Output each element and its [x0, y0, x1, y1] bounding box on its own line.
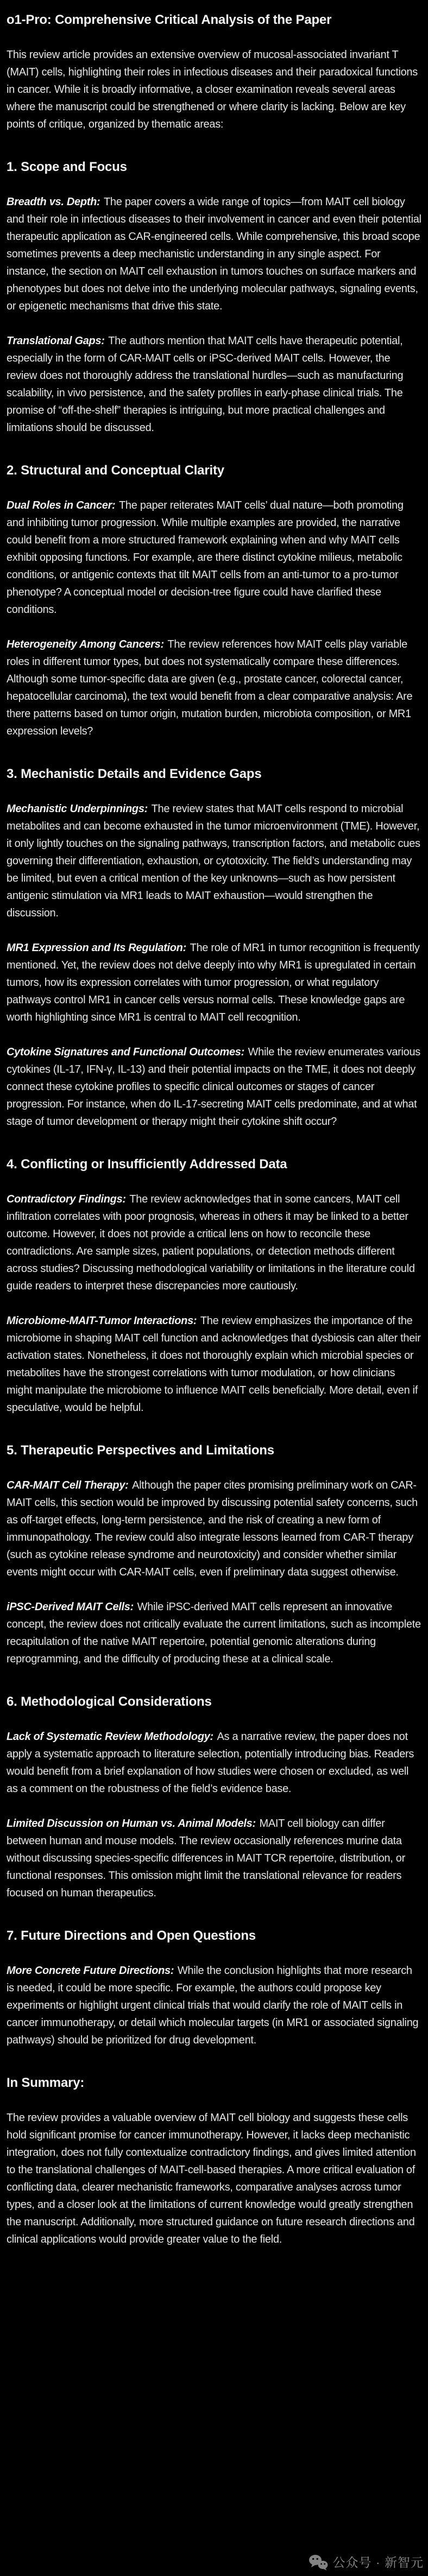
paragraph-translational-gaps — [7, 332, 421, 436]
section-heading-scope-and-focus: 1. Scope and Focus — [7, 160, 127, 174]
paragraph-text: MAIT cell biology can differ between human and mouse models. The review occasionally references murine data without discussing species-specific differences in MAIT TCR repertoire, distribution, or functional responses. This omission might limit the translational relevance for readers focused on human therapeutics. — [7, 1818, 405, 1899]
paragraph-text: As a narrative review, the paper does not apply a systematic approach to literature selection, potentially introducing bias. Readers would benefit from a brief explanation of how studies were chosen or excluded, as well as a comment on the robustness of the field’s evidence base. — [7, 1731, 414, 1795]
paragraph-lead: Contradictory Findings: — [7, 1193, 126, 1205]
paragraph-mr1-expression — [7, 939, 421, 1026]
paragraph-text: The authors mention that MAIT cells have therapeutic potential, especially in the form of CAR-MAIT cells or iPSC-derived MAIT cells. However, the review does not thoroughly address the translational hurdles—such as manufacturing scalability, in vivo persistence, and the safety profiles in early-phase clinical trials. The promise of “off-the-shelf” therapies is intriguing, but more practical challenges and limitations should be discussed. — [7, 335, 404, 434]
paragraph-lead: iPSC-Derived MAIT Cells: — [7, 1601, 134, 1613]
paragraph-lead: Mechanistic Underpinnings: — [7, 803, 148, 815]
paragraph-lead: Cytokine Signatures and Functional Outcomes: — [7, 1046, 244, 1058]
paragraph-text: While iPSC-derived MAIT cells represent an innovative concept, the review does not critically evaluate the current limitations, such as incomplete recapitulation of the native MAIT repertoire, potential genomic alterations during reprogramming, and the difficulty of producing these at a clinical scale. — [7, 1601, 421, 1665]
section-heading-methodological-considerations: 6. Methodological Considerations — [7, 1694, 212, 1709]
paragraph-lead: Translational Gaps: — [7, 335, 105, 347]
section-heading-therapeutic-perspectives: 5. Therapeutic Perspectives and Limitations — [7, 1443, 274, 1458]
watermark — [309, 2554, 424, 2571]
paragraph-lead: Heterogeneity Among Cancers: — [7, 638, 164, 650]
paragraph-lead: Dual Roles in Cancer: — [7, 499, 116, 511]
watermark-label: 公众号 · 新智元 — [332, 2555, 424, 2569]
paragraph-text: The review emphasizes the importance of the microbiome in shaping MAIT cell function and acknowledges that dysbiosis can alter their activation states. Nonetheless, it does not thoroughly explain which microbial species or metabolites have the strongest correlations with tumor modulation, or how clinicians might manipulate the microbiome to influence MAIT cells beneficially. More detail, even if speculative, would be helpful. — [7, 1315, 421, 1414]
paragraph-lead: Lack of Systematic Review Methodology: — [7, 1731, 213, 1743]
section-heading-structural-clarity: 2. Structural and Conceptual Clarity — [7, 463, 224, 478]
paragraph-lead: CAR-MAIT Cell Therapy: — [7, 1479, 129, 1491]
paragraph-text: The review provides a valuable overview of MAIT cell biology and suggests these cells hold significant promise for cancer immunotherapy. However, it lacks deep mechanistic integration, does not fully contextualize contradictory findings, and gives limited attention to the translational challenges of MAIT-cell-based therapies. A more critical evaluation of conflicting data, clearer mechanistic frameworks, comparative analyses across tumor types, and a closer look at the limitations of current knowledge would greatly strengthen the manuscript. Additionally, more structured guidance on future research directions and clinical applications would provide greater value to the field. — [7, 2112, 416, 2245]
paragraph-lead: MR1 Expression and Its Regulation: — [7, 942, 186, 954]
paragraph-text: The paper covers a wide range of topics—from MAIT cell biology and their role in infectious diseases to their involvement in cancer and even their potential therapeutic application as CAR-engineered cells. While comprehensive, this broad scope sometimes prevents a deep mechanistic understanding in any single aspect. For instance, the section on MAIT cell exhaustion in tumors touches on surface markers and phenotypes but does not delve into the underlying molecular pathways, signaling events, or epigenetic mechanisms that drive this state. — [7, 196, 421, 312]
paragraph-human-vs-animal-models — [7, 1815, 421, 1902]
paragraph-text: While the review enumerates various cytokines (IL-17, IFN-γ, IL-13) and their potential impacts on the TME, it does not deeply connect these cytokine profiles to specific clinical outcomes or stages of cancer progression. For instance, when do IL-17-secreting MAIT cells predominate, and at what stage of tumor development or therapy might their cytokine shift occur? — [7, 1046, 420, 1128]
paragraph-lack-of-systematic-review — [7, 1728, 421, 1797]
paragraph-lead: Microbiome-MAIT-Tumor Interactions: — [7, 1315, 197, 1327]
paragraph-dual-roles-in-cancer — [7, 497, 421, 618]
paragraph-text: The review references how MAIT cells play variable roles in different tumor types, but does not systematically compare these differences. Although some tumor-specific data are given (e.g., prostate cancer, colorectal cancer, hepatocellular carcinoma), the text would benefit from a clear comparative analysis: Are there patterns based on tumor origin, mutation burden, microbiota composition, or MR1 expression levels? — [7, 638, 413, 737]
section-heading-conflicting-data: 4. Conflicting or Insufficiently Addressed Data — [7, 1157, 287, 1172]
section-heading-mechanistic-details: 3. Mechanistic Details and Evidence Gaps — [7, 767, 262, 781]
paragraph-heterogeneity-among-cancers — [7, 636, 421, 740]
summary-paragraph — [7, 2109, 421, 2248]
paragraph-lead: More Concrete Future Directions: — [7, 1965, 174, 1977]
paragraph-microbiome-mait-tumor — [7, 1312, 421, 1416]
paragraph-ipsc-derived-mait-cells — [7, 1598, 421, 1668]
paragraph-more-concrete-future-directions — [7, 1962, 421, 2049]
paragraph-text: The paper reiterates MAIT cells’ dual nature—both promoting and inhibiting tumor progression. While multiple examples are provided, the narrative could benefit from a more structured framework explaining when and why MAIT cells exhibit opposing functions. For example, are there distinct cytokine milieus, metabolic conditions, or antigenic contexts that tilt MAIT cells from an anti-tumor to a pro-tumor phenotype? A conceptual model or decision-tree figure could have clarified these conditions. — [7, 499, 404, 616]
paragraph-text: The review acknowledges that in some cancers, MAIT cell infiltration correlates with poor prognosis, whereas in others it may be linked to a better outcome. However, it does not provide a critical lens on how to reconcile these contradictions. Are sample sizes, patient populations, or detection methods different across studies? Discussing methodological variability or limitations in the literature could guide readers to interpret these discrepancies more cautiously. — [7, 1193, 415, 1292]
paragraph-lead: Limited Discussion on Human vs. Animal Models: — [7, 1818, 256, 1830]
section-heading-in-summary: In Summary: — [7, 2075, 85, 2090]
paragraph-text: This review article provides an extensive overview of mucosal-associated invariant T (MAIT) cells, highlighting their roles in infectious diseases and their paradoxical functions in cancer. While it is broadly informative, a closer examination reveals several areas where the manuscript could be strengthened or where clarity is lacking. Below are key points of critique, organized by thematic areas: — [7, 49, 418, 130]
paragraph-text: The role of MR1 in tumor recognition is frequently mentioned. Yet, the review does not delve deeply into why MR1 is upregulated in certain tumors, how its expression correlates with tumor progression, or what regulatory pathways control MR1 in cancer cells versus normal cells. These knowledge gaps are worth highlighting since MR1 is central to MAIT cell recognition. — [7, 942, 420, 1023]
paragraph-breadth-vs-depth — [7, 193, 421, 315]
paragraph-lead: Breadth vs. Depth: — [7, 196, 100, 208]
paragraph-text: The review states that MAIT cells respond to microbial metabolites and can become exhausted in the tumor microenvironment (TME). However, it only lightly touches on the signaling pathways, transcription factors, and metabolic cues governing their differentiation, exhaustion, or cytotoxicity. The field’s understanding may be limited, but even a critical mention of the key unknowns—such as how persistent antigenic stimulation via MR1 leads to MAIT exhaustion—would strengthen the discussion. — [7, 803, 420, 919]
paragraph-car-mait-cell-therapy — [7, 1477, 421, 1581]
wechat-icon — [309, 2554, 328, 2571]
paragraph-mechanistic-underpinnings — [7, 800, 421, 922]
paragraph-contradictory-findings — [7, 1191, 421, 1295]
page-title: o1-Pro: Comprehensive Critical Analysis of the Paper — [7, 12, 332, 27]
paragraph-cytokine-signatures — [7, 1043, 421, 1130]
section-heading-future-directions: 7. Future Directions and Open Questions — [7, 1928, 256, 1943]
intro-paragraph — [7, 46, 421, 133]
paragraph-text: While the conclusion highlights that more research is needed, it could be more specific. For example, the authors could propose key experiments or highlight urgent clinical trials that would clarify the role of MAIT cells in cancer immunotherapy, or detail which molecular targets (in MR1 or associated signaling pathways) should be prioritized for drug development. — [7, 1965, 419, 2046]
paragraph-text: Although the paper cites promising preliminary work on CAR-MAIT cells, this section would be improved by discussing potential safety concerns, such as off-target effects, long-term persistence, and the risk of creating a new form of immunopathology. The review could also integrate lessons learned from CAR-T therapy (such as cytokine release syndrome and neurotoxicity) and consider whether similar events might occur with CAR-MAIT cells, even if preliminary data suggest otherwise. — [7, 1479, 418, 1578]
